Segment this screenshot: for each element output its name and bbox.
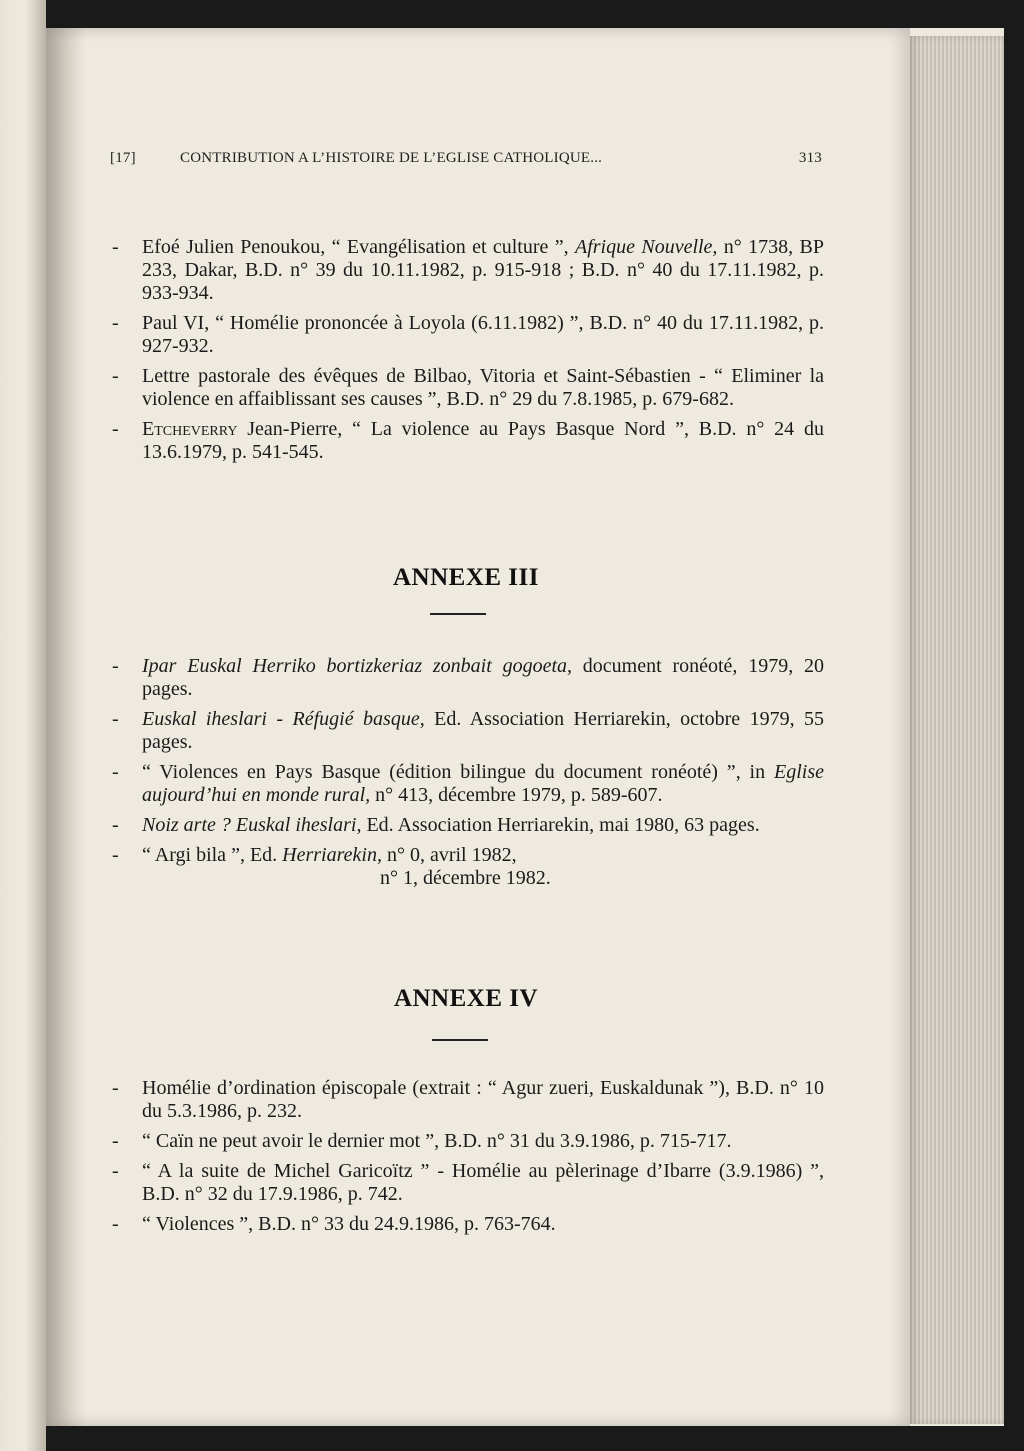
title-rule <box>430 613 486 615</box>
list-item: - “ Violences ”, B.D. n° 33 du 24.9.1986, p. 763-764. <box>112 1213 556 1235</box>
chapter-ref: [17] <box>110 150 136 166</box>
list-item: - “ A la suite de Michel Garicoïtz ” - Homélie au pèlerinage d’Ibarre (3.9.1986) ”, B.D. n° 32 du 17.9.1986, p. 742. <box>112 1160 824 1205</box>
author-name: Etcheverry <box>142 418 238 440</box>
list-item: - Ipar Euskal Herriko bortizkeriaz zonbait gogoeta, document ronéoté, 1979, 20 pages. <box>112 655 824 700</box>
bibliography-list-2 <box>112 655 824 897</box>
list-item: - Euskal iheslari - Réfugié basque, Ed. Association Herriarekin, octobre 1979, 55 pages. <box>112 708 825 753</box>
page-number: 313 <box>798 150 822 166</box>
list-item: - “ Argi bila ”, Ed. Herriarekin, n° 0, avril 1982, n° 1, décembre 1982. <box>112 844 551 889</box>
list-item: - Etcheverry Jean-Pierre, “ La violence au Pays Basque Nord ”, B.D. n° 24 du 13.6.1979, p. 541-545. <box>112 418 824 463</box>
list-item: - Lettre pastorale des évêques de Bilbao, Vitoria et Saint-Sébastien - “ Eliminer la violence en affaiblissant ses causes ”, B.D. n° 29 du 7.8.1985, p. 679-682. <box>112 365 824 410</box>
annexe-iii-title: ANNEXE III <box>392 564 539 591</box>
page-edges <box>908 36 1004 1424</box>
list-item: - “ Caïn ne peut avoir le dernier mot ”, B.D. n° 31 du 3.9.1986, p. 715-717. <box>112 1130 732 1152</box>
annexe-iv-title: ANNEXE IV <box>393 985 539 1012</box>
bibliography-list-3 <box>112 1077 824 1243</box>
list-item: - Noiz arte ? Euskal iheslari, Ed. Association Herriarekin, mai 1980, 63 pages. <box>112 814 760 836</box>
bibliography-list-1 <box>112 236 824 471</box>
running-title: CONTRIBUTION A L’HISTOIRE DE L’EGLISE CATHOLIQUE... <box>180 150 603 166</box>
gutter-shadow <box>46 28 86 1426</box>
list-item: - “ Violences en Pays Basque (édition bilingue du document ronéoté) ”, in Eglise aujourd’hui en monde rural, n° 413, décembre 1979, p. 589-607. <box>112 761 824 806</box>
left-page-edge <box>0 0 46 1451</box>
list-item: - Paul VI, “ Homélie prononcée à Loyola (6.11.1982) ”, B.D. n° 40 du 17.11.1982, p. 927-932. <box>112 312 824 357</box>
title-rule <box>432 1039 488 1041</box>
list-item: - Homélie d’ordination épiscopale (extrait : “ Agur zueri, Euskaldunak ”), B.D. n° 10 du 5.3.1986, p. 232. <box>112 1077 824 1122</box>
list-item: - Efoé Julien Penoukou, “ Evangélisation et culture ”, Afrique Nouvelle, n° 1738, BP 233, Dakar, B.D. n° 39 du 10.11.1982, p. 915-918 ; B.D. n° 40 du 17.11.1982, p. 933-934. <box>112 236 824 304</box>
